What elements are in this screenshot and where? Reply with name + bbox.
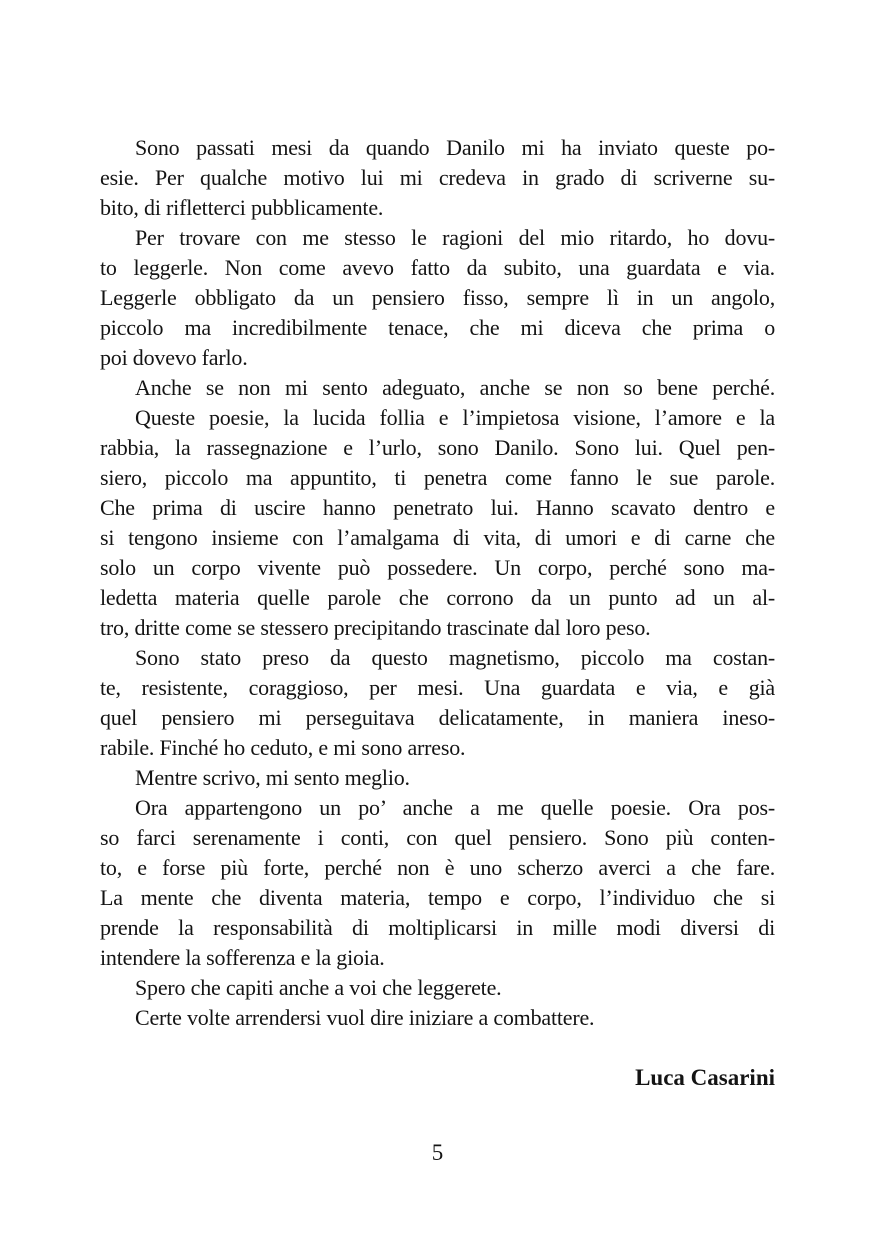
text-line: prende la responsabilità di moltiplicarsi in mille modi diversi di	[100, 915, 775, 940]
text-line: Per trovare con me stesso le ragioni del mio ritardo, ho dovu-	[135, 225, 775, 250]
text-line: si tengono insieme con l’amalgama di vita, di umori e di carne che	[100, 525, 775, 550]
text-line: to, e forse più forte, perché non è uno scherzo averci a che fare.	[100, 855, 775, 880]
text-line: to leggerle. Non come avevo fatto da subito, una guardata e via.	[100, 255, 775, 280]
text-block	[100, 133, 775, 1168]
text-line: esie. Per qualche motivo lui mi credeva in grado di scriverne su-	[100, 165, 775, 190]
text-line: Certe volte arrendersi vuol dire iniziare a combattere.	[135, 1005, 595, 1030]
text-line: Anche se non mi sento adeguato, anche se non so bene perché.	[135, 375, 775, 400]
text-line: Queste poesie, la lucida follia e l’impietosa visione, l’amore e la	[135, 405, 775, 430]
text-line: Sono stato preso da questo magnetismo, piccolo ma costan-	[135, 645, 775, 670]
text-line: Spero che capiti anche a voi che leggerete.	[135, 975, 502, 1000]
text-line: rabbia, la rassegnazione e l’urlo, sono Danilo. Sono lui. Quel pen-	[100, 435, 775, 460]
text-line: solo un corpo vivente può possedere. Un corpo, perché sono ma-	[100, 555, 775, 580]
text-line: quel pensiero mi perseguitava delicatamente, in maniera ineso-	[100, 705, 775, 730]
text-line: Ora appartengono un po’ anche a me quelle poesie. Ora pos-	[135, 795, 775, 820]
text-line: tro, dritte come se stessero precipitando trascinate dal loro peso.	[100, 615, 651, 640]
text-line: rabile. Finché ho ceduto, e mi sono arreso.	[100, 735, 466, 760]
text-line: piccolo ma incredibilmente tenace, che mi diceva che prima o	[100, 315, 775, 340]
text-line: intendere la sofferenza e la gioia.	[100, 945, 385, 970]
text-line: Che prima di uscire hanno penetrato lui. Hanno scavato dentro e	[100, 495, 775, 520]
text-line: bito, di rifletterci pubblicamente.	[100, 195, 384, 220]
text-line: Leggerle obbligato da un pensiero fisso, sempre lì in un angolo,	[100, 285, 775, 310]
text-line: Sono passati mesi da quando Danilo mi ha inviato queste po-	[135, 135, 775, 160]
text-line: La mente che diventa materia, tempo e corpo, l’individuo che si	[100, 885, 775, 910]
text-line: ledetta materia quelle parole che corrono da un punto ad un al-	[100, 585, 775, 610]
text-line: siero, piccolo ma appuntito, ti penetra come fanno le sue parole.	[100, 465, 775, 490]
text-line: poi dovevo farlo.	[100, 345, 248, 370]
text-line: so farci serenamente i conti, con quel pensiero. Sono più conten-	[100, 825, 775, 850]
text-line: te, resistente, coraggioso, per mesi. Una guardata e via, e già	[100, 675, 775, 700]
page-number: 5	[431, 1140, 444, 1165]
author-signature: Luca Casarini	[635, 1065, 775, 1090]
text-line: Mentre scrivo, mi sento meglio.	[135, 765, 410, 790]
